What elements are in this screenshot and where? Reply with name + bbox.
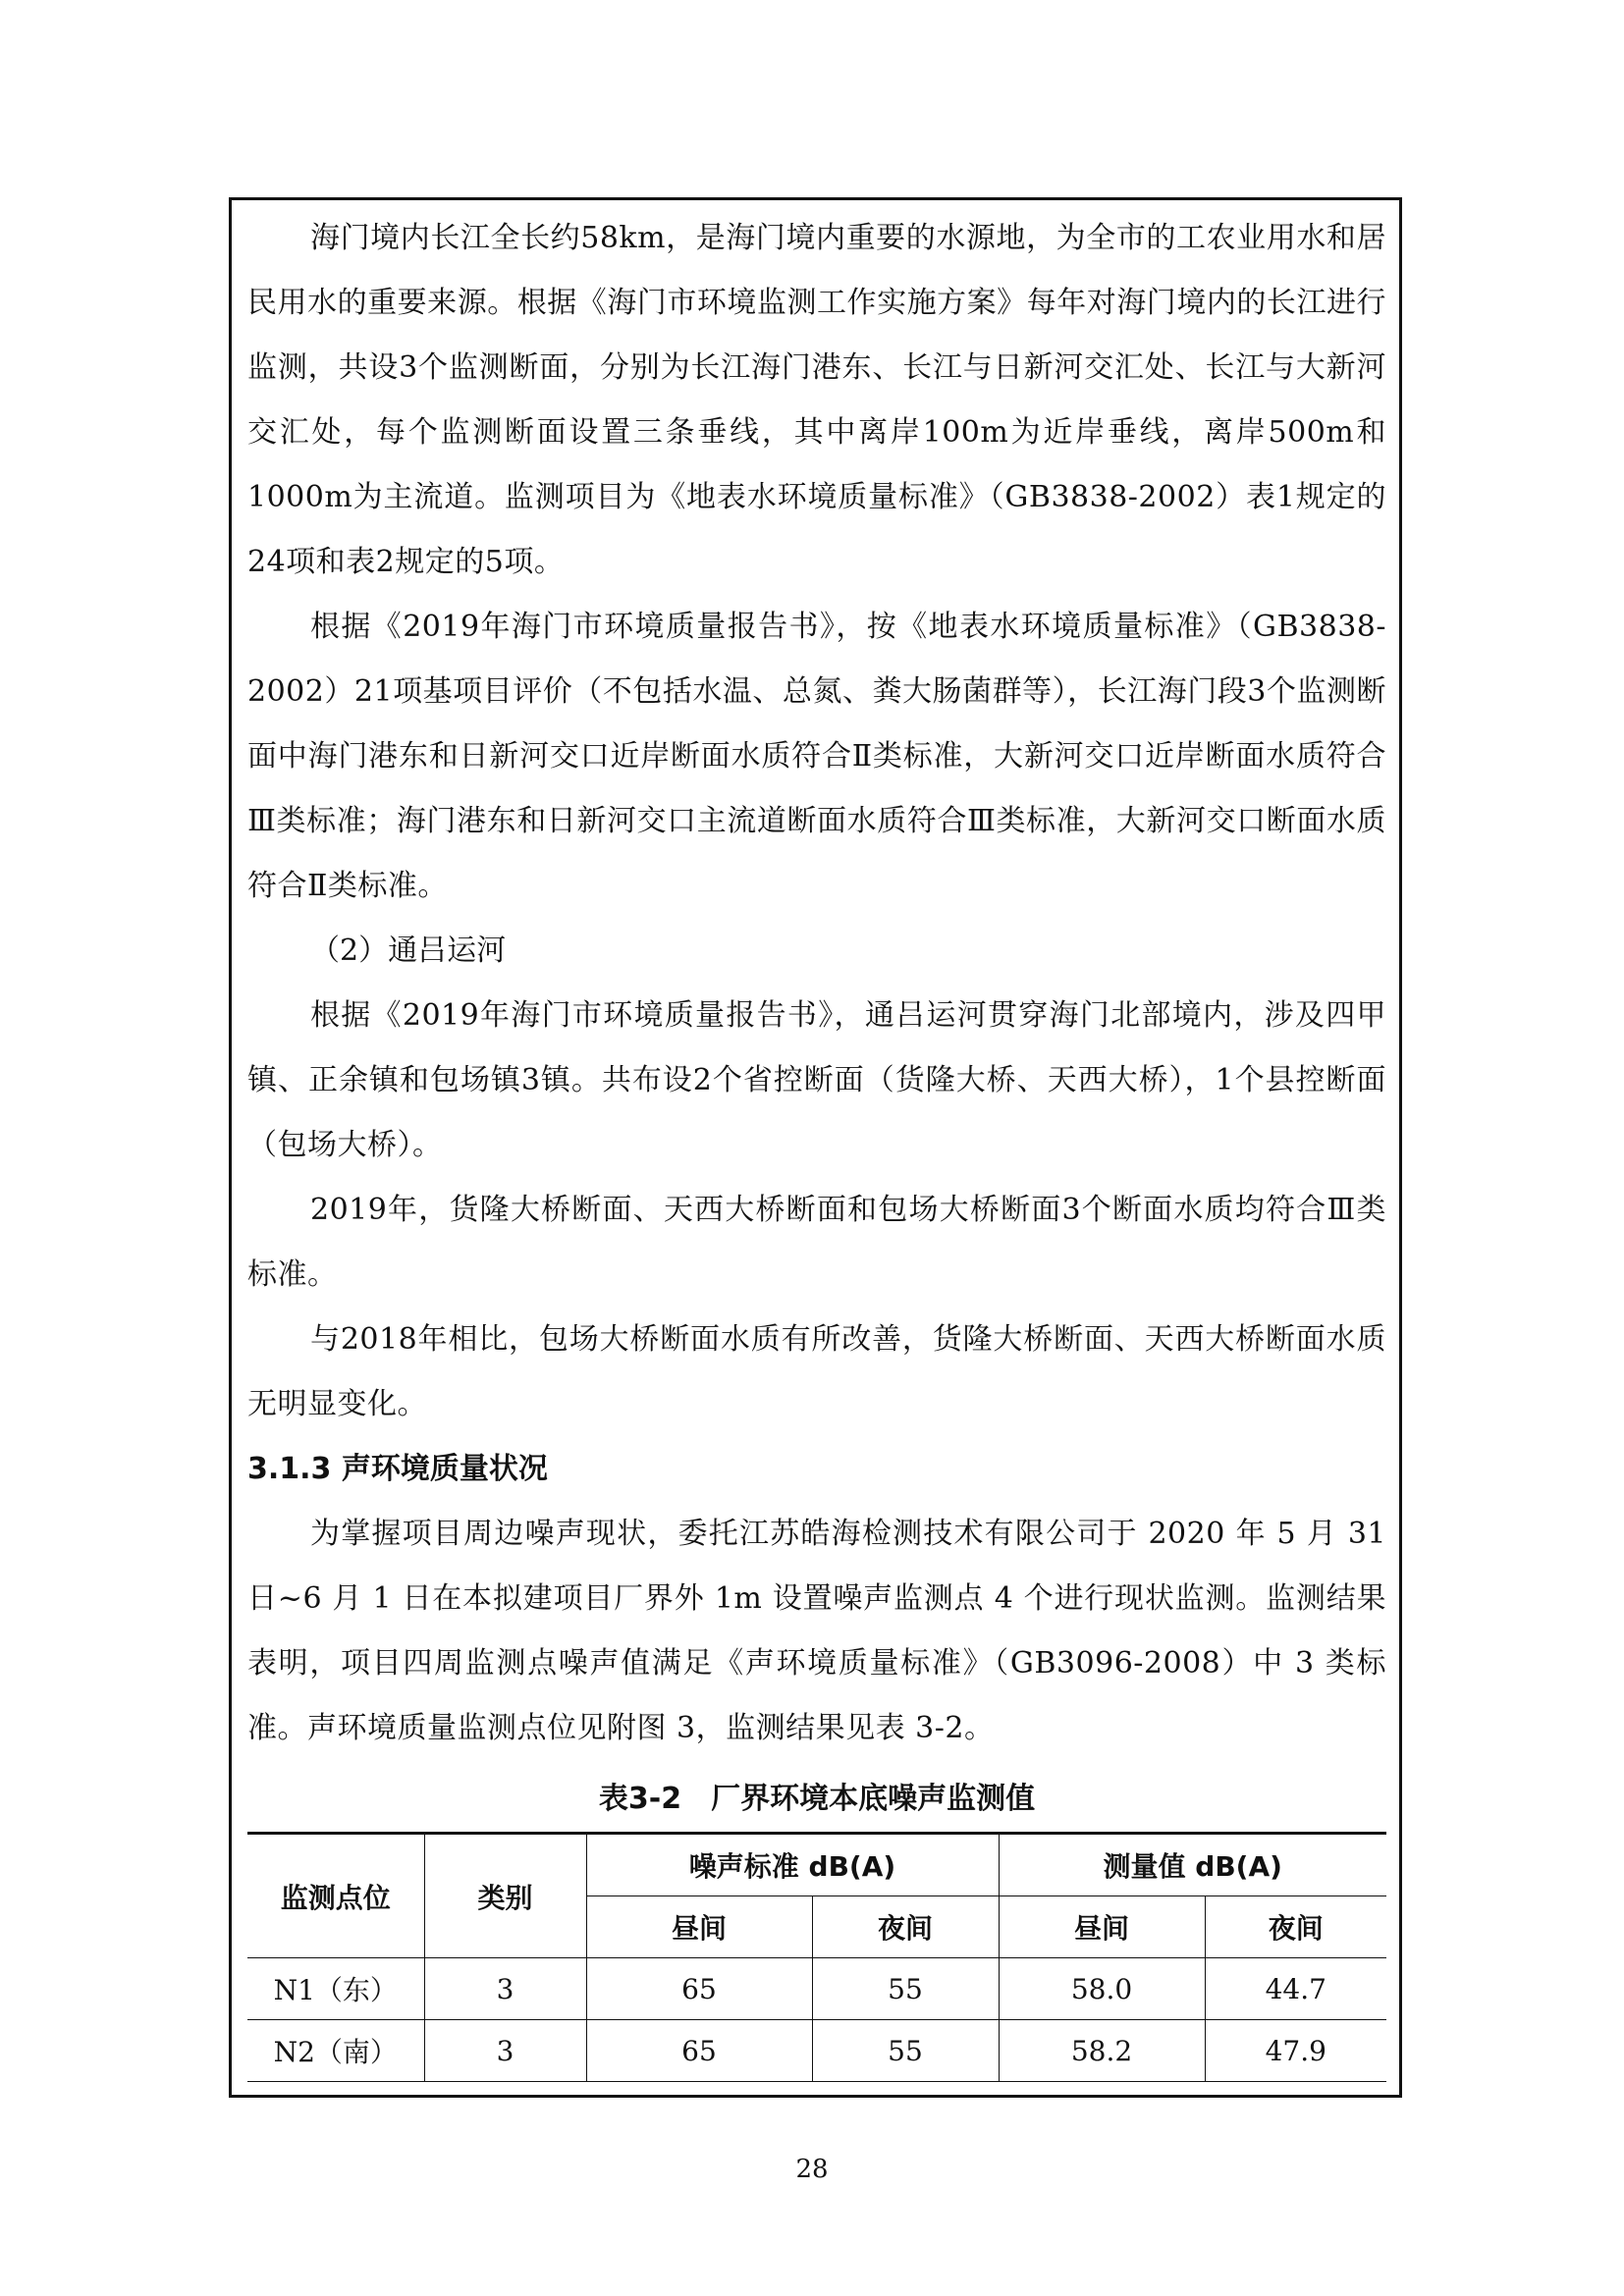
table-row bbox=[247, 1958, 1386, 2020]
noise-table bbox=[247, 1832, 1386, 2082]
header-meas-day: 昼间 bbox=[999, 1896, 1205, 1958]
cell-std-night: 55 bbox=[812, 1958, 999, 2020]
paragraph-yangtze-intro: 海门境内长江全长约58km，是海门境内重要的水源地，为全市的工农业用水和居民用水的重要来源。根据《海门市环境监测工作实施方案》每年对海门境内的长江进行监测，共设3个监测断面，分别为长江海门港东、长江与日新河交汇处、长江与大新河交汇处，每个监测断面设置三条垂线，其中离岸100m为近岸垂线，离岸500m和1000m为主流道。监测项目为《地表水环境质量标准》（GB3838-2002）表1规定的24项和表2规定的5项。 bbox=[247, 221, 1386, 579]
cell-meas-night: 44.7 bbox=[1205, 1958, 1386, 2020]
cell-meas-day: 58.0 bbox=[999, 1958, 1205, 2020]
cell-category: 3 bbox=[424, 2020, 586, 2082]
header-meas-night: 夜间 bbox=[1205, 1896, 1386, 1958]
section-title-noise: 3.1.3 声环境质量状况 bbox=[247, 1452, 548, 1486]
cell-meas-day: 58.2 bbox=[999, 2020, 1205, 2082]
table-header-row bbox=[247, 1834, 1386, 1896]
page-number: 28 bbox=[795, 2155, 829, 2184]
cell-category: 3 bbox=[424, 1958, 586, 2020]
header-std-day: 昼间 bbox=[586, 1896, 812, 1958]
header-point: 监测点位 bbox=[247, 1834, 424, 1958]
subheading-tonglv-canal: （2）通吕运河 bbox=[310, 934, 507, 968]
table-row bbox=[247, 2020, 1386, 2082]
paragraph-tonglv-2019: 2019年，货隆大桥断面、天西大桥断面和包场大桥断面3个断面水质均符合Ⅲ类标准。 bbox=[247, 1193, 1386, 1292]
header-measured: 测量值 dB(A) bbox=[999, 1834, 1386, 1896]
cell-point: N2（南） bbox=[247, 2020, 424, 2082]
header-category: 类别 bbox=[424, 1834, 586, 1958]
paragraph-yangtze-evaluation: 根据《2019年海门市环境质量报告书》，按《地表水环境质量标准》（GB3838-2002）21项基项目评价（不包括水温、总氮、粪大肠菌群等），长江海门段3个监测断面中海门港东和日新河交口近岸断面水质符合Ⅱ类标准，大新河交口近岸断面水质符合Ⅲ类标准；海门港东和日新河交口主流道断面水质符合Ⅲ类标准，大新河交口断面水质符合Ⅱ类标准。 bbox=[247, 610, 1386, 903]
table-caption: 表3-2 厂界环境本底噪声监测值 bbox=[598, 1782, 1036, 1816]
cell-meas-night: 47.9 bbox=[1205, 2020, 1386, 2082]
header-standard: 噪声标准 dB(A) bbox=[586, 1834, 999, 1896]
cell-std-day: 65 bbox=[586, 2020, 812, 2082]
paragraph-tonglv-comparison: 与2018年相比，包场大桥断面水质有所改善，货隆大桥断面、天西大桥断面水质无明显变化。 bbox=[247, 1322, 1386, 1421]
cell-std-day: 65 bbox=[586, 1958, 812, 2020]
cell-std-night: 55 bbox=[812, 2020, 999, 2082]
paragraph-noise-monitoring: 为掌握项目周边噪声现状，委托江苏皓海检测技术有限公司于 2020 年 5 月 31 日~6 月 1 日在本拟建项目厂界外 1m 设置噪声监测点 4 个进行现状监测。监测结果表明，项目四周监测点噪声值满足《声环境质量标准》（GB3096-2008）中 3 类标准。声环境质量监测点位见附图 3，监测结果见表 3-2。 bbox=[247, 1517, 1386, 1745]
paragraph-tonglv-intro: 根据《2019年海门市环境质量报告书》，通吕运河贯穿海门北部境内，涉及四甲镇、正余镇和包场镇3镇。共布设2个省控断面（货隆大桥、天西大桥），1个县控断面（包场大桥）。 bbox=[247, 998, 1386, 1162]
main-content bbox=[247, 206, 1386, 1761]
header-std-night: 夜间 bbox=[812, 1896, 999, 1958]
cell-point: N1（东） bbox=[247, 1958, 424, 2020]
